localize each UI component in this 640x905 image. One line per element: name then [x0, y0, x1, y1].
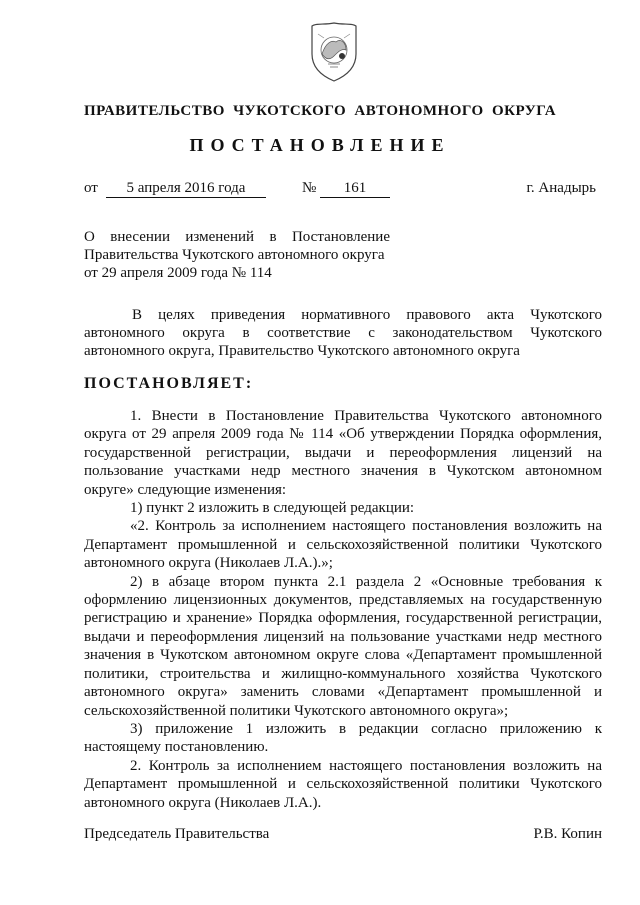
paragraph: 1) пункт 2 изложить в следующей редакции: — [130, 500, 415, 517]
document-type-title: ПОСТАНОВЛЕНИЕ — [189, 135, 451, 155]
document-subject — [84, 228, 390, 282]
document-number: 161 — [320, 180, 390, 198]
document-date: 5 апреля 2016 года — [106, 180, 266, 198]
number-label: № — [302, 180, 317, 196]
signatory-name: Р.В. Копин — [533, 826, 602, 842]
paragraph: 2. Контроль за исполнением настоящего постановления возложить на Департамент промышленной и сельскохозяйственной политики Чукотского автономного округа (Николаев Л.А.). — [84, 757, 602, 811]
signatory-position: Председатель Правительства — [84, 826, 270, 842]
paragraph: 3) приложение 1 изложить в редакции согласно приложению к настоящему постановлению. — [84, 720, 602, 756]
paragraph: 2) в абзаце втором пункта 2.1 раздела 2 «Основные требования к оформлению лицензионных документов, представляемых на государственную регистрацию и хранение» Порядка оформления, государственной регистрации, выдачи и переоформления лицензий на пользование участками недр местного значения в Чукотском автономном округе слова «Департамент промышленной политики, строительства и жилищно-коммунального хозяйства Чукотского автономного округа» заменить словами «Департамент промышленной и сельскохозяйственной политики Чукотского автономного округа»; — [84, 573, 602, 719]
document-meta-row — [84, 180, 596, 202]
preamble-text: В целях приведения нормативного правового акта Чукотского автономного округа в соответствие с законодательством Чукотского автономного округа, Правительство Чукотского автономного округа — [84, 307, 602, 360]
document-city: г. Анадырь — [526, 180, 596, 196]
paragraph: «2. Контроль за исполнением настоящего постановления возложить на Департамент промышленной и сельскохозяйственной политики Чукотского автономного округа (Николаев Л.А.).»; — [84, 518, 602, 572]
preamble-block — [84, 306, 602, 361]
subject-line: О внесении изменений в Постановление — [84, 229, 390, 245]
subject-line: от 29 апреля 2009 года № 114 — [84, 265, 272, 281]
government-title: ПРАВИТЕЛЬСТВО ЧУКОТСКОГО АВТОНОМНОГО ОКРУГА — [83, 103, 557, 119]
decree-label: ПОСТАНОВЛЯЕТ: — [84, 375, 254, 392]
paragraph: 1. Внести в Постановление Правительства Чукотского автономного округа от 29 апреля 2009 года № 114 «Об утверждении Порядка оформления, государственной регистрации, выдачи и переоформления лицензий на пользование участками недр местного значения в Чукотском автономном округе» следующие изменения: — [84, 408, 602, 498]
subject-line: Правительства Чукотского автономного округа — [84, 247, 385, 263]
decree-body — [84, 407, 602, 812]
date-prefix: от — [84, 180, 98, 196]
coat-of-arms-icon — [306, 20, 362, 84]
